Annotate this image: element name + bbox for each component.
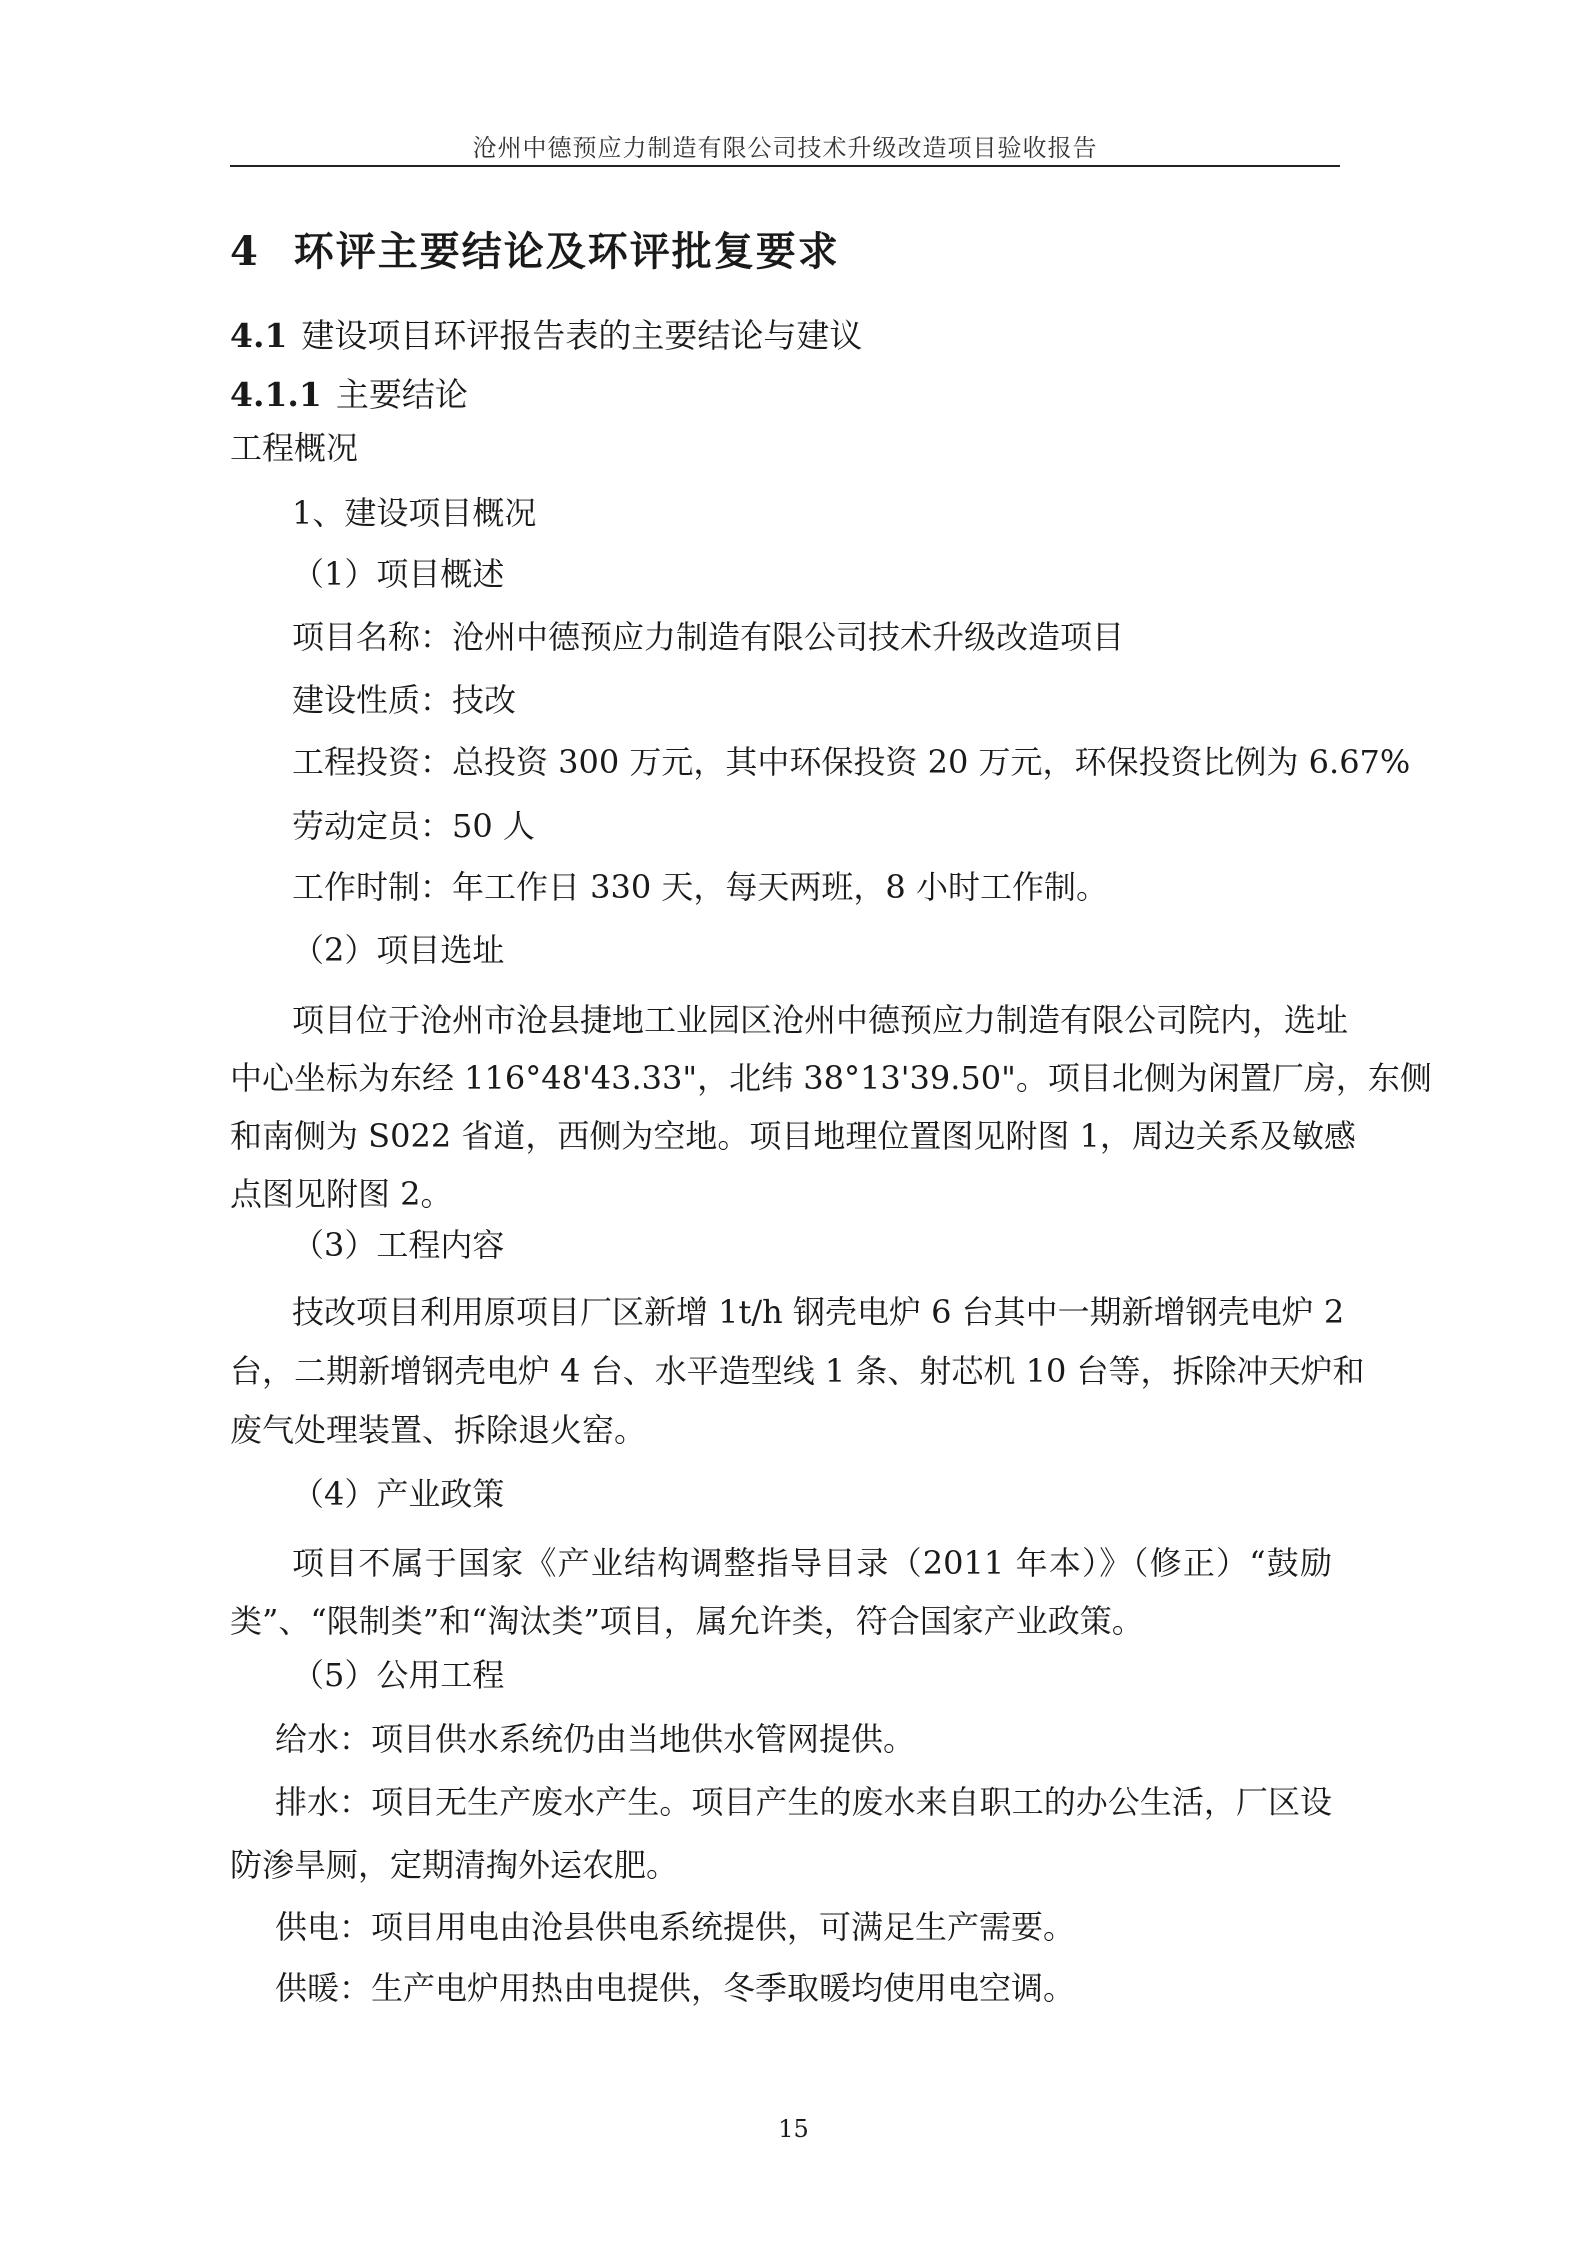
- section-heading-4-1-1: [230, 374, 468, 416]
- chapter-number: 4: [230, 228, 260, 275]
- chapter-heading: [230, 228, 840, 276]
- staff-line: 劳动定员：50 人: [292, 807, 535, 845]
- water-supply-line: 给水：项目供水系统仍由当地供水管网提供。: [275, 1720, 916, 1758]
- content-paragraph-line: 台，二期新增钢壳电炉 4 台、水平造型线 1 条、射芯机 10 台等，拆除冲天炉和: [230, 1352, 1365, 1390]
- drainage-paragraph-line: 排水：项目无生产废水产生。项目产生的废水来自职工的办公生活，厂区设: [275, 1783, 1332, 1821]
- drainage-paragraph-line: 防渗旱厕，定期清掏外运农肥。: [230, 1846, 679, 1884]
- running-header: 沧州中德预应力制造有限公司技术升级改造项目验收报告: [472, 134, 1098, 162]
- section-heading-4-1: [230, 315, 862, 357]
- policy-paragraph-line: 类”、“限制类”和“淘汰类”项目，属允许类，符合国家产业政策。: [230, 1602, 1144, 1640]
- section-number: 4.1.1: [230, 375, 322, 414]
- section-number: 4.1: [230, 316, 288, 355]
- location-paragraph-line: 和南侧为 S022 省道，西侧为空地。项目地理位置图见附图 1，周边关系及敏感: [230, 1117, 1356, 1155]
- policy-paragraph-line: 项目不属于国家《产业结构调整指导目录（2011 年本）》（修正）“鼓励: [292, 1544, 1332, 1582]
- content-paragraph-line: 技改项目利用原项目厂区新增 1t/h 钢壳电炉 6 台其中一期新增钢壳电炉 2: [292, 1293, 1345, 1331]
- section-title: 主要结论: [335, 375, 468, 414]
- subheading-industry-policy: （4）产业政策: [292, 1475, 505, 1513]
- chapter-title: 环评主要结论及环评批复要求: [293, 228, 840, 275]
- heating-line: 供暖：生产电炉用热由电提供，冬季取暖均使用电空调。: [275, 1969, 1076, 2007]
- content-paragraph-line: 废气处理装置、拆除退火窑。: [230, 1411, 647, 1449]
- section-title: 建设项目环评报告表的主要结论与建议: [301, 316, 863, 355]
- engineering-overview-heading: 工程概况: [230, 429, 359, 467]
- subheading-engineering-content: （3）工程内容: [292, 1226, 505, 1264]
- construction-nature-line: 建设性质：技改: [292, 681, 517, 719]
- subheading-project-overview: （1）项目概述: [292, 555, 505, 593]
- header-rule: [230, 165, 1340, 167]
- subheading-location: （2）项目选址: [292, 931, 505, 969]
- location-paragraph-line: 中心坐标为东经 116°48'43.33"，北纬 38°13'39.50"。项目北侧为闲置厂房，东侧: [230, 1059, 1432, 1097]
- page-number: 15: [778, 2115, 809, 2143]
- work-schedule-line: 工作时制：年工作日 330 天，每天两班，8 小时工作制。: [292, 868, 1108, 906]
- location-paragraph-line: 点图见附图 2。: [230, 1175, 453, 1213]
- power-supply-line: 供电：项目用电由沧县供电系统提供，可满足生产需要。: [275, 1908, 1076, 1946]
- item-heading-1: 1、建设项目概况: [292, 494, 537, 532]
- subheading-public-works: （5）公用工程: [292, 1656, 505, 1694]
- investment-line: 工程投资：总投资 300 万元，其中环保投资 20 万元，环保投资比例为 6.67%: [292, 743, 1411, 781]
- location-paragraph-line: 项目位于沧州市沧县捷地工业园区沧州中德预应力制造有限公司院内，选址: [292, 1001, 1349, 1039]
- project-name-line: 项目名称：沧州中德预应力制造有限公司技术升级改造项目: [292, 618, 1125, 656]
